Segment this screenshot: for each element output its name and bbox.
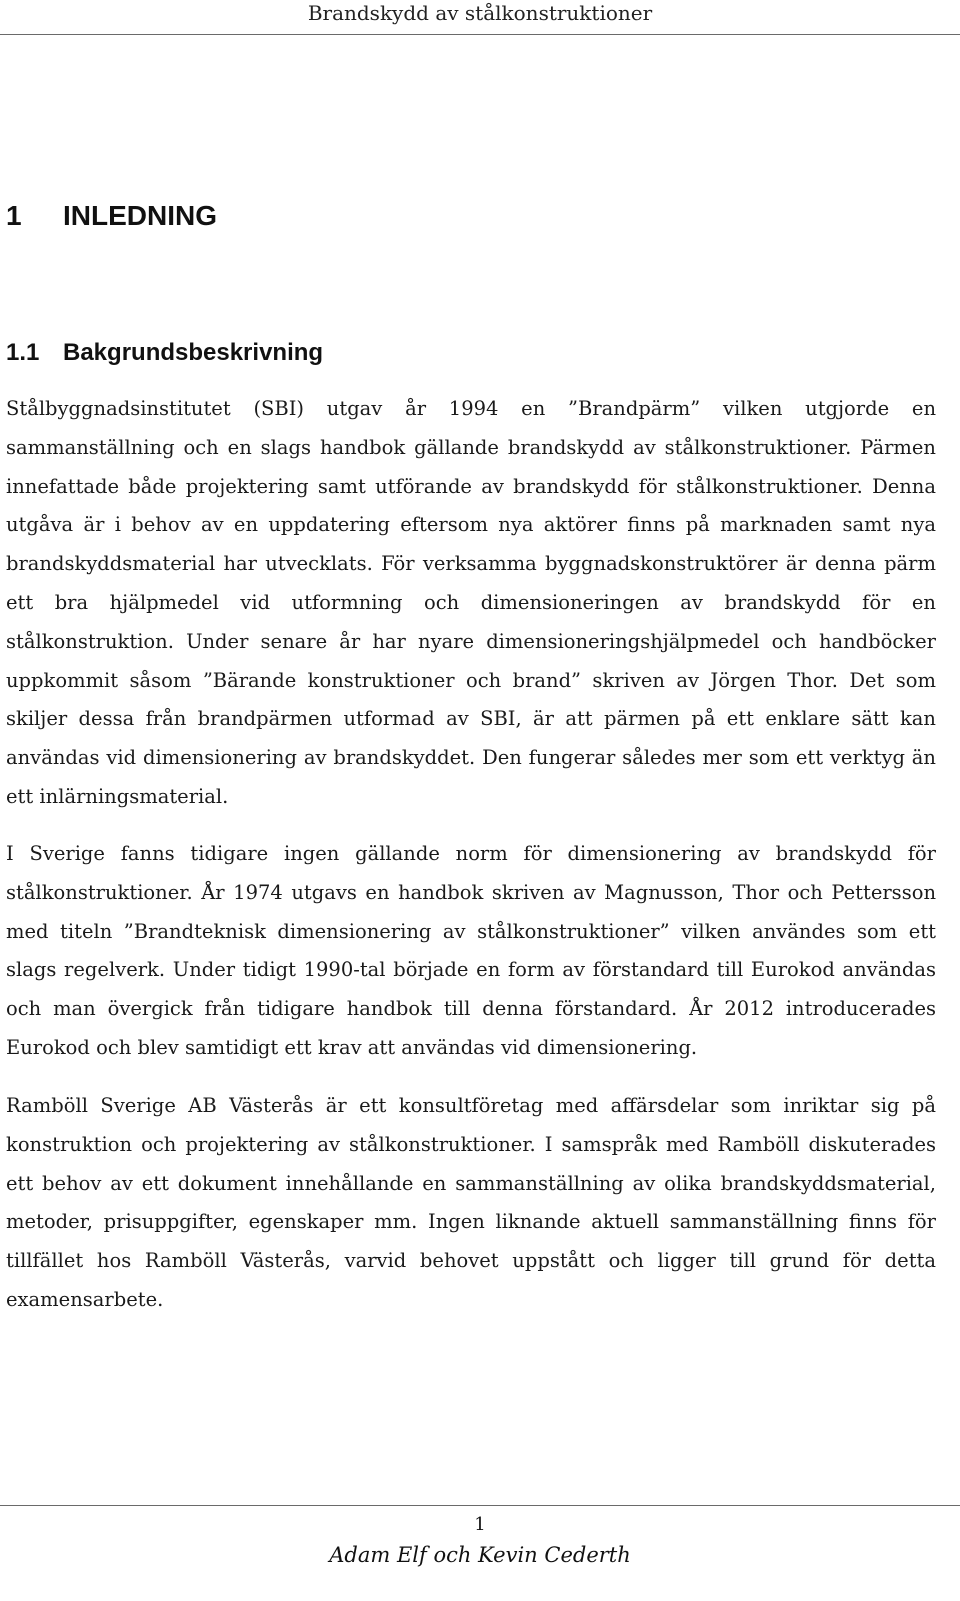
section-title: Bakgrundsbeskrivning [63, 339, 324, 366]
paragraph-line: Eurokod och blev samtidigt ett krav att användas vid dimensionering. [6, 1035, 698, 1059]
paragraph-line: tillfället hos Ramböll Västerås, varvid behovet uppstått och ligger till grund för detta [6, 1249, 936, 1273]
paragraph-line: Ramböll Sverige AB Västerås är ett konsultföretag med affärsdelar som inriktar sig på [6, 1094, 936, 1117]
paragraph-line: slags regelverk. Under tidigt 1990-tal började en form av förstandard till Eurokod användas [6, 958, 936, 982]
paragraph-line: konstruktion och projektering av stålkonstruktioner. I samspråk med Ramböll diskuterades [6, 1132, 936, 1156]
paragraph-line: examensarbete. [6, 1287, 164, 1311]
paragraph-line: Stålbyggnadsinstitutet (SBI) utgav år 1994 en ”Brandpärm” vilken utgjorde en [6, 397, 936, 420]
paragraph-line: brandskyddsmaterial har utvecklats. För verksamma byggnadskonstruktörer är denna pärm [6, 552, 936, 576]
paragraph-line: skiljer dessa från brandpärmen utformad av SBI, är att pärmen på ett enklare sätt kan [6, 707, 936, 731]
paragraph-swedish-norms [6, 835, 936, 1068]
paragraph-line: ett behov av ett dokument innehållande en sammanställning av olika brandskyddsmaterial, [6, 1171, 936, 1195]
section-number: 1.1 [6, 339, 40, 366]
paragraph-line: ett bra hjälpmedel vid utformning och dimensioneringen av brandskydd för en [6, 590, 936, 614]
paragraph-sbi-background [6, 390, 936, 817]
paragraph-line: med titeln ”Brandteknisk dimensionering av stålkonstruktioner” vilken användes som ett [6, 919, 936, 943]
chapter-heading [6, 196, 217, 236]
running-title: Brandskydd av stålkonstruktioner [307, 1, 653, 25]
paragraph-line: innefattade både projektering samt utförande av brandskydd för stålkonstruktioner. Denna [6, 474, 936, 498]
paragraph-line: I Sverige fanns tidigare ingen gällande norm för dimensionering av brandskydd för [6, 842, 936, 865]
paragraph-line: sammanställning och en slags handbok gällande brandskydd av stålkonstruktioner. Pärmen [6, 435, 936, 459]
chapter-title: INLEDNING [63, 200, 217, 231]
paragraph-line: stålkonstruktion. Under senare år har nyare dimensioneringshjälpmedel och handböcker [6, 629, 936, 653]
footer-divider [0, 1505, 960, 1506]
paragraph-line: användas vid dimensionering av brandskyddet. Den fungerar således mer som ett verktyg än [6, 746, 936, 770]
paragraph-line: ett inlärningsmaterial. [6, 784, 229, 808]
paragraph-line: utgåva är i behov av en uppdatering eftersom nya aktörer finns på marknaden samt nya [6, 513, 936, 537]
footer-authors: Adam Elf och Kevin Cederth [329, 1543, 631, 1567]
chapter-number: 1 [6, 200, 22, 231]
running-header [0, 0, 960, 35]
section-heading [6, 336, 323, 370]
paragraph-line: uppkommit såsom ”Bärande konstruktioner och brand” skriven av Jörgen Thor. Det som [6, 668, 936, 692]
paragraph-line: stålkonstruktioner. År 1974 utgavs en handbok skriven av Magnusson, Thor och Pettersson [6, 880, 936, 904]
paragraph-line: metoder, prisuppgifter, egenskaper mm. Ingen liknande aktuell sammanställning finns för [6, 1210, 936, 1234]
paragraph-line: och man övergick från tidigare handbok till denna förstandard. År 2012 introducerades [6, 997, 936, 1021]
page-number: 1 [474, 1514, 486, 1535]
paragraph-ramboll [6, 1087, 936, 1320]
